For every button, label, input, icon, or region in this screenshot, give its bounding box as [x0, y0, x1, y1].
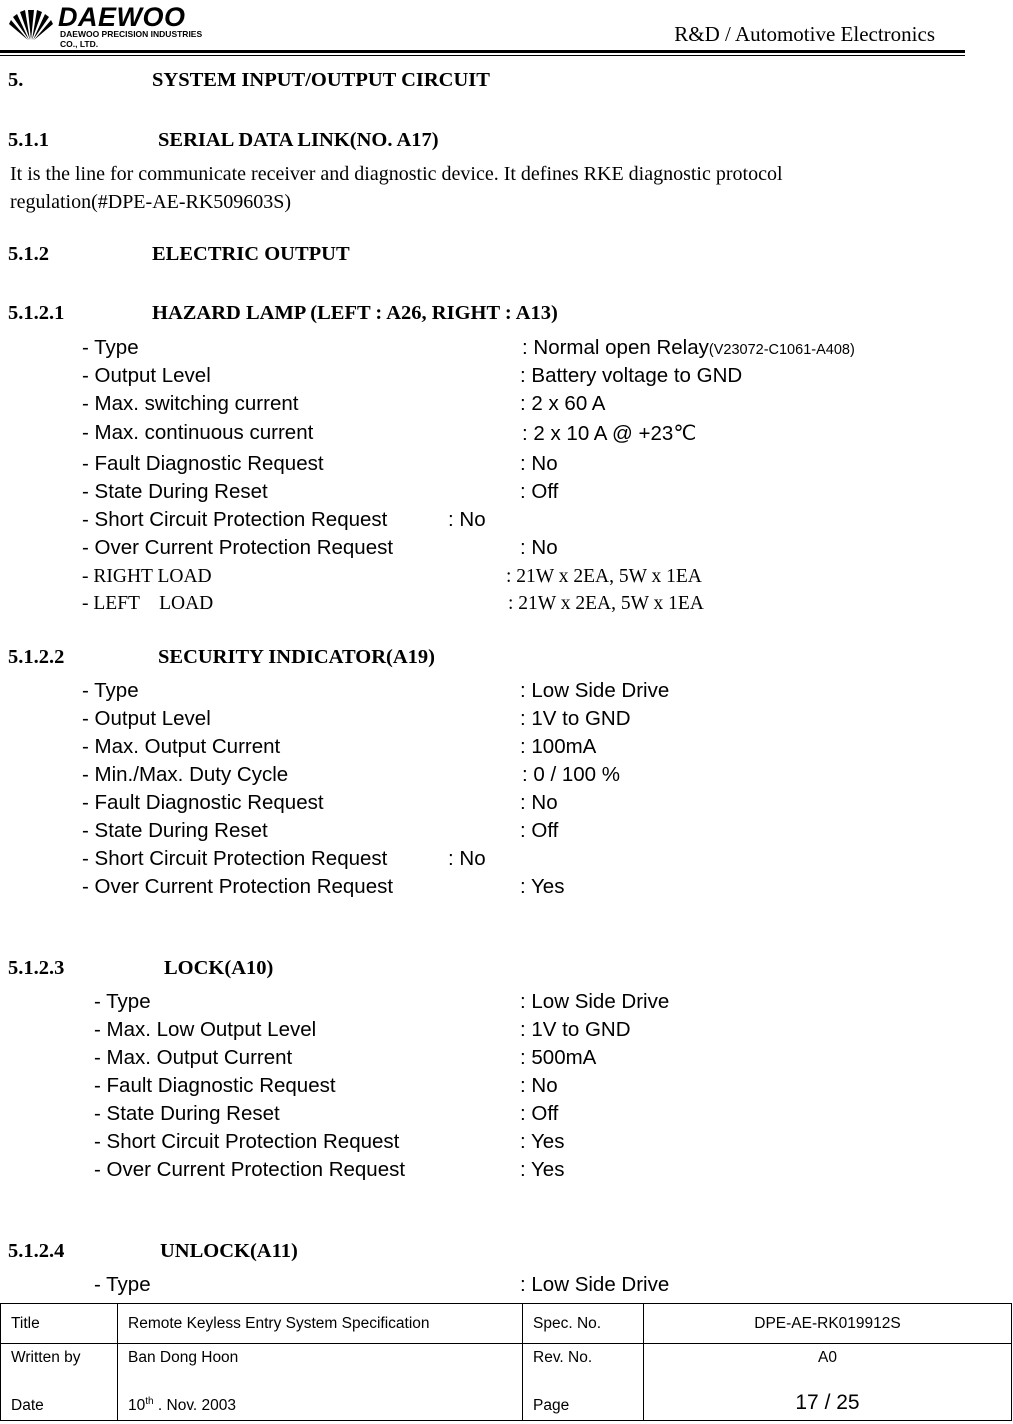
spec-value: : 100mA	[520, 735, 597, 758]
footer-date-value	[128, 1396, 512, 1415]
footer-rev-page-labels	[523, 1344, 644, 1421]
spec-value: : Low Side Drive	[520, 679, 670, 702]
spec-row	[0, 508, 1000, 534]
section-number: 5.1.1	[8, 129, 49, 151]
footer-date-label: Date	[11, 1397, 44, 1414]
date-rest: . Nov. 2003	[153, 1397, 237, 1414]
spec-value: : 1V to GND	[520, 707, 631, 730]
load-row	[0, 593, 1000, 619]
spec-row	[0, 1158, 1000, 1184]
spec-value: : No	[448, 847, 486, 870]
spec-value: : 500mA	[520, 1046, 597, 1069]
spec-label: - Max. Low Output Level	[94, 1018, 317, 1041]
document-footer-table	[0, 1303, 1012, 1421]
spec-row	[0, 1273, 1000, 1299]
spec-value: : 2 x 60 A	[520, 392, 606, 415]
spec-label: - State During Reset	[94, 1102, 280, 1125]
spec-label: - Type	[82, 679, 139, 702]
logo-brand: DAEWOO	[58, 2, 186, 32]
spec-label: - LEFT LOAD	[82, 593, 214, 614]
spec-label: - State During Reset	[82, 819, 268, 842]
spec-value: : No	[520, 1074, 558, 1097]
spec-value: : Yes	[520, 1130, 565, 1153]
paragraph-line: It is the line for communicate receiver and diagnostic device. It defines RKE diagnostic protocol	[10, 163, 783, 185]
spec-value: : Yes	[520, 1158, 565, 1181]
spec-row	[0, 791, 1000, 817]
company-logo	[6, 2, 203, 50]
section-5-1-2-1-heading	[8, 302, 558, 325]
spec-label: - Min./Max. Duty Cycle	[82, 763, 289, 786]
spec-value: : No	[520, 536, 558, 559]
section-number: 5.1.2.3	[8, 957, 65, 979]
section-5-1-2-3-heading	[8, 957, 274, 980]
section-5-heading	[8, 69, 490, 92]
spec-value: : No	[520, 791, 558, 814]
spec-label: - Output Level	[82, 707, 211, 730]
spec-value: : 21W x 2EA, 5W x 1EA	[506, 566, 702, 587]
spec-row	[0, 679, 1000, 705]
footer-written-label: Written by	[11, 1349, 81, 1366]
spec-value: : Low Side Drive	[520, 1273, 670, 1296]
spec-row	[0, 1102, 1000, 1128]
section-number: 5.1.2.1	[8, 302, 65, 324]
footer-written-date-labels	[1, 1344, 118, 1421]
section-title: SECURITY INDICATOR(A19)	[158, 646, 435, 668]
footer-written-value: Ban Dong Hoon	[128, 1349, 239, 1366]
spec-label: - Max. switching current	[82, 392, 299, 415]
section-title: UNLOCK(A11)	[160, 1240, 298, 1262]
spec-row	[0, 364, 1000, 390]
spec-value: : 1V to GND	[520, 1018, 631, 1041]
spec-label: - Short Circuit Protection Request	[94, 1130, 400, 1153]
section-title: HAZARD LAMP (LEFT : A26, RIGHT : A13)	[152, 302, 558, 324]
date-suffix: th	[145, 1395, 154, 1407]
spec-label: - Type	[94, 990, 151, 1013]
spec-row	[0, 452, 1000, 478]
logo-subtitle-2: CO., LTD.	[60, 39, 99, 49]
load-row	[0, 566, 1000, 592]
section-title: SERIAL DATA LINK(NO. A17)	[158, 129, 439, 151]
spec-label: - Output Level	[82, 364, 211, 387]
section-number: 5.	[8, 69, 24, 91]
section-5-1-2-heading	[8, 243, 350, 266]
section-title: SYSTEM INPUT/OUTPUT CIRCUIT	[152, 69, 490, 91]
section-5-1-1-heading	[8, 129, 439, 152]
spec-value: : 21W x 2EA, 5W x 1EA	[508, 593, 704, 614]
spec-value	[522, 336, 855, 360]
spec-value: : 0 / 100 %	[522, 763, 621, 786]
spec-row	[0, 847, 1000, 873]
spec-label: - Max. Output Current	[82, 735, 281, 758]
spec-value: : 2 x 10 A @ +23℃	[522, 422, 697, 445]
spec-value: : Off	[520, 1102, 559, 1125]
spec-value: : Yes	[520, 875, 565, 898]
spec-label: - State During Reset	[82, 480, 268, 503]
spec-row	[0, 707, 1000, 733]
spec-value: : Low Side Drive	[520, 990, 670, 1013]
spec-label: - Fault Diagnostic Request	[82, 791, 324, 814]
spec-value: : Off	[520, 480, 559, 503]
spec-value-text: : Normal open Relay	[522, 336, 709, 359]
section-number: 5.1.2	[8, 243, 49, 265]
header-rule-thick	[0, 50, 965, 53]
spec-label: - Short Circuit Protection Request	[82, 847, 388, 870]
spec-row	[0, 1130, 1000, 1156]
spec-label: - RIGHT LOAD	[82, 566, 212, 587]
spec-label: - Type	[94, 1273, 151, 1296]
spec-row	[0, 763, 1000, 789]
spec-row	[0, 421, 1000, 447]
footer-page-value: 17 / 25	[795, 1391, 860, 1414]
footer-rev-label: Rev. No.	[533, 1349, 593, 1366]
footer-title-label: Title	[1, 1304, 118, 1344]
footer-title-value: Remote Keyless Entry System Specification	[118, 1304, 523, 1344]
section-title: LOCK(A10)	[164, 957, 274, 979]
spec-label: - Over Current Protection Request	[82, 875, 394, 898]
spec-row	[0, 990, 1000, 1016]
spec-label: - Short Circuit Protection Request	[82, 508, 388, 531]
spec-label: - Max. continuous current	[82, 421, 314, 444]
spec-row	[0, 819, 1000, 845]
spec-row	[0, 392, 1000, 418]
footer-row-meta	[1, 1344, 1012, 1421]
date-day: 10	[128, 1397, 146, 1414]
daewoo-shell-logo-icon	[8, 2, 54, 42]
section-5-1-2-4-heading	[8, 1240, 298, 1263]
spec-label: - Over Current Protection Request	[82, 536, 394, 559]
spec-value: : No	[520, 452, 558, 475]
footer-written-date-values	[118, 1344, 523, 1421]
spec-row	[0, 536, 1000, 562]
footer-page-label: Page	[533, 1397, 570, 1414]
footer-row-title	[1, 1304, 1012, 1344]
spec-label: - Type	[82, 336, 139, 359]
spec-value: : Off	[520, 819, 559, 842]
footer-spec-value: DPE-AE-RK019912S	[644, 1304, 1012, 1344]
spec-label: - Fault Diagnostic Request	[82, 452, 324, 475]
spec-label: - Fault Diagnostic Request	[94, 1074, 336, 1097]
section-5-1-2-2-heading	[8, 646, 435, 669]
spec-label: - Max. Output Current	[94, 1046, 293, 1069]
spec-row	[0, 875, 1000, 901]
spec-value: : No	[448, 508, 486, 531]
spec-row	[0, 1046, 1000, 1072]
footer-spec-label: Spec. No.	[523, 1304, 644, 1344]
spec-label: - Over Current Protection Request	[94, 1158, 406, 1181]
relay-part-number: (V23072-C1061-A408)	[708, 342, 855, 358]
section-number: 5.1.2.2	[8, 646, 65, 668]
spec-row	[0, 336, 1000, 362]
spec-row	[0, 735, 1000, 761]
footer-rev-page-values	[644, 1344, 1012, 1421]
header-rule-thin	[0, 55, 965, 56]
spec-value: : Battery voltage to GND	[520, 364, 743, 387]
paragraph-line: regulation(#DPE-AE-RK509603S)	[10, 191, 292, 213]
logo-subtitle: DAEWOO PRECISION INDUSTRIES	[60, 29, 203, 39]
department-label: R&D / Automotive Electronics	[674, 22, 935, 46]
footer-rev-value: A0	[818, 1349, 837, 1366]
spec-row	[0, 1018, 1000, 1044]
spec-row	[0, 1074, 1000, 1100]
section-title: ELECTRIC OUTPUT	[152, 243, 350, 265]
section-number: 5.1.2.4	[8, 1240, 65, 1262]
spec-row	[0, 480, 1000, 506]
